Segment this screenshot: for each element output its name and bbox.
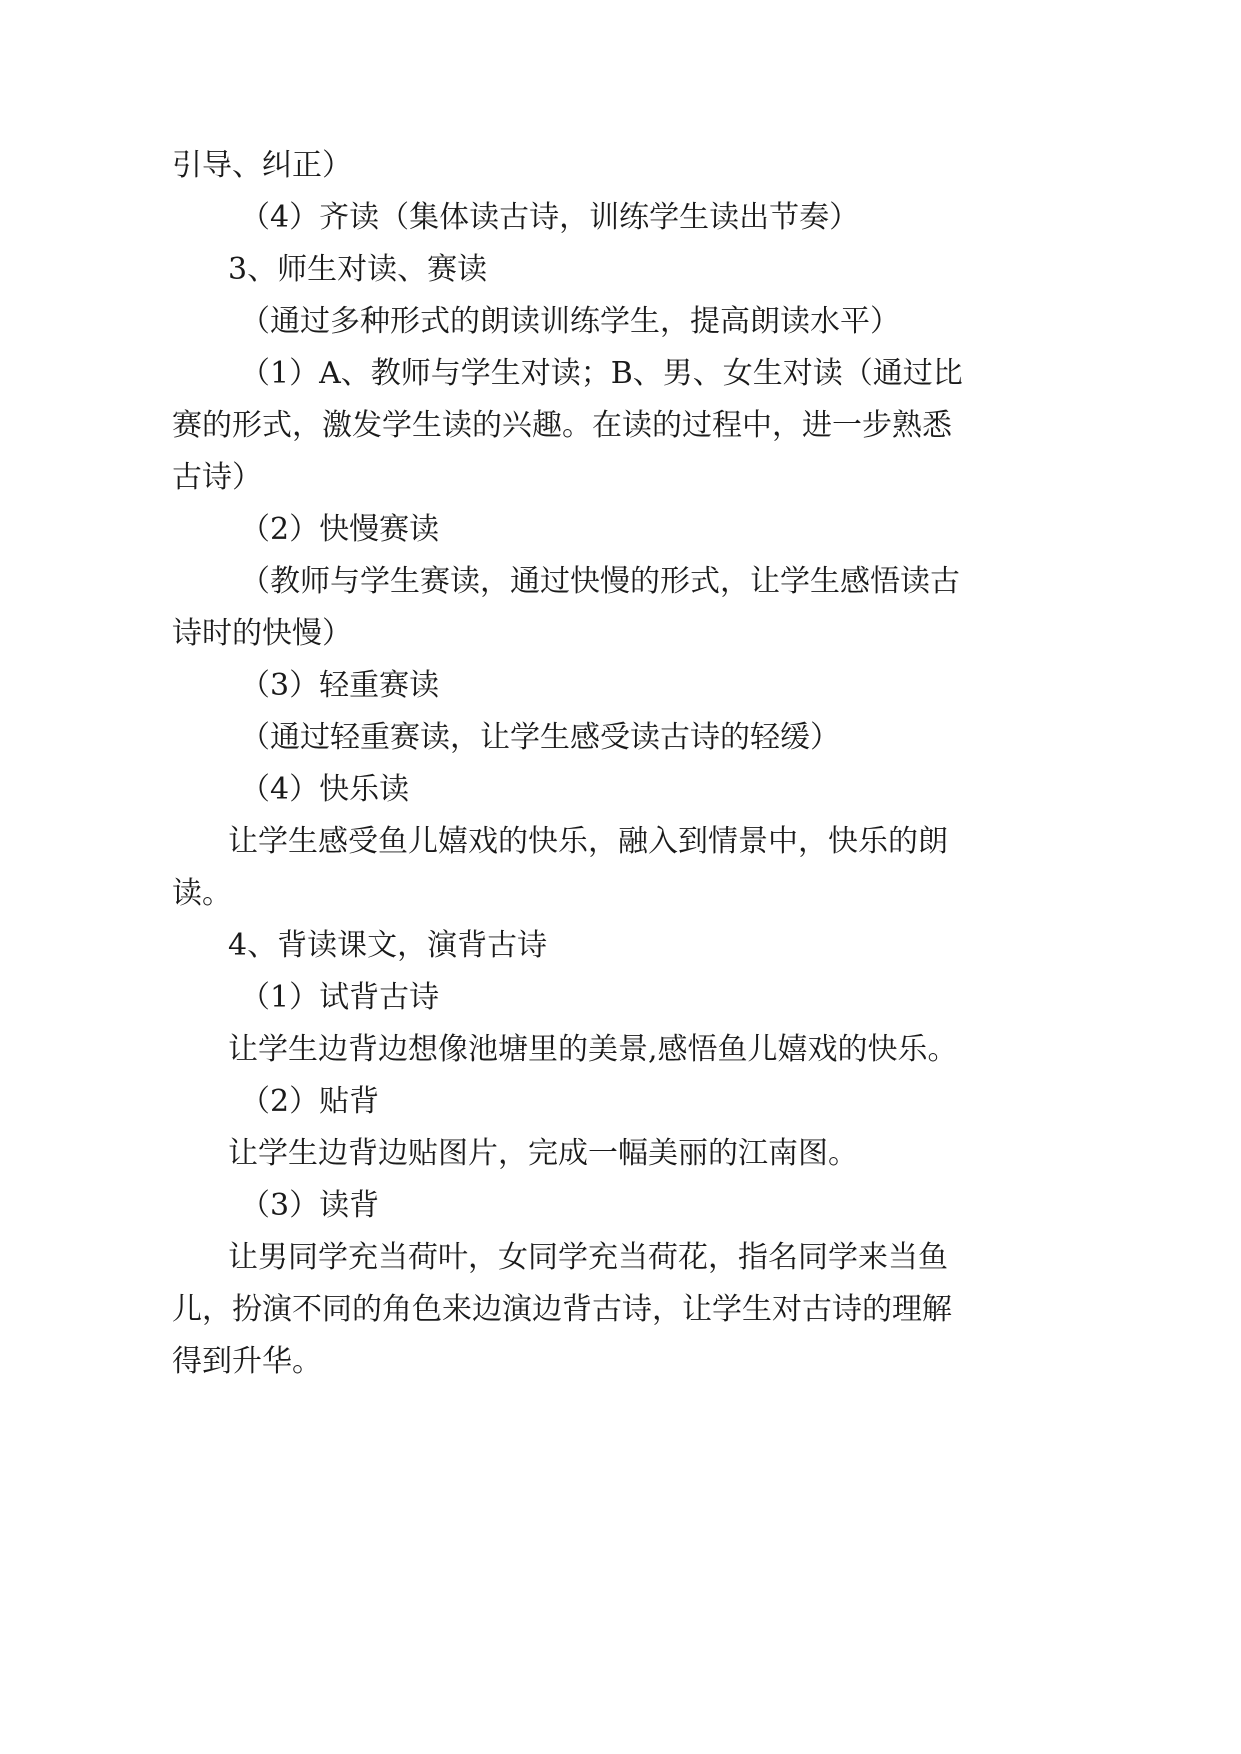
section-heading: 3、师生对读、赛读 [228,252,488,287]
text-line: 让学生感受鱼儿嬉戏的快乐，融入到情景中，快乐的朗 [228,824,948,859]
text-line: 读。 [172,876,232,911]
text-line: （通过轻重赛读，让学生感受读古诗的轻缓） [240,720,840,755]
text-line: （教师与学生赛读，通过快慢的形式，让学生感悟读古 [240,564,960,599]
text-line: 古诗） [172,460,262,495]
text-line: （1）试背古诗 [240,980,440,1015]
text-line: （1）A、教师与学生对读；B、男、女生对读（通过比 [240,356,963,391]
text-line: 让男同学充当荷叶，女同学充当荷花，指名同学来当鱼 [228,1240,948,1275]
text-line: 让学生边背边贴图片，完成一幅美丽的江南图。 [228,1136,858,1171]
text-line: （2）贴背 [240,1084,380,1119]
text-line: （4）齐读（集体读古诗，训练学生读出节奏） [240,200,860,235]
text-line: （3）读背 [240,1188,380,1223]
text-line: （3）轻重赛读 [240,668,440,703]
text-line: （4）快乐读 [240,772,410,807]
text-line: 诗时的快慢） [172,616,352,651]
text-line: 引导、纠正） [172,148,352,183]
text-line: 得到升华。 [172,1344,322,1379]
text-line: （通过多种形式的朗读训练学生，提高朗读水平） [240,304,900,339]
text-line: （2）快慢赛读 [240,512,440,547]
section-heading: 4、背读课文，演背古诗 [228,928,548,963]
text-line: 让学生边背边想像池塘里的美景,感悟鱼儿嬉戏的快乐。 [228,1032,958,1067]
text-line: 儿，扮演不同的角色来边演边背古诗，让学生对古诗的理解 [172,1292,952,1327]
text-line: 赛的形式，激发学生读的兴趣。在读的过程中，进一步熟悉 [172,408,952,443]
